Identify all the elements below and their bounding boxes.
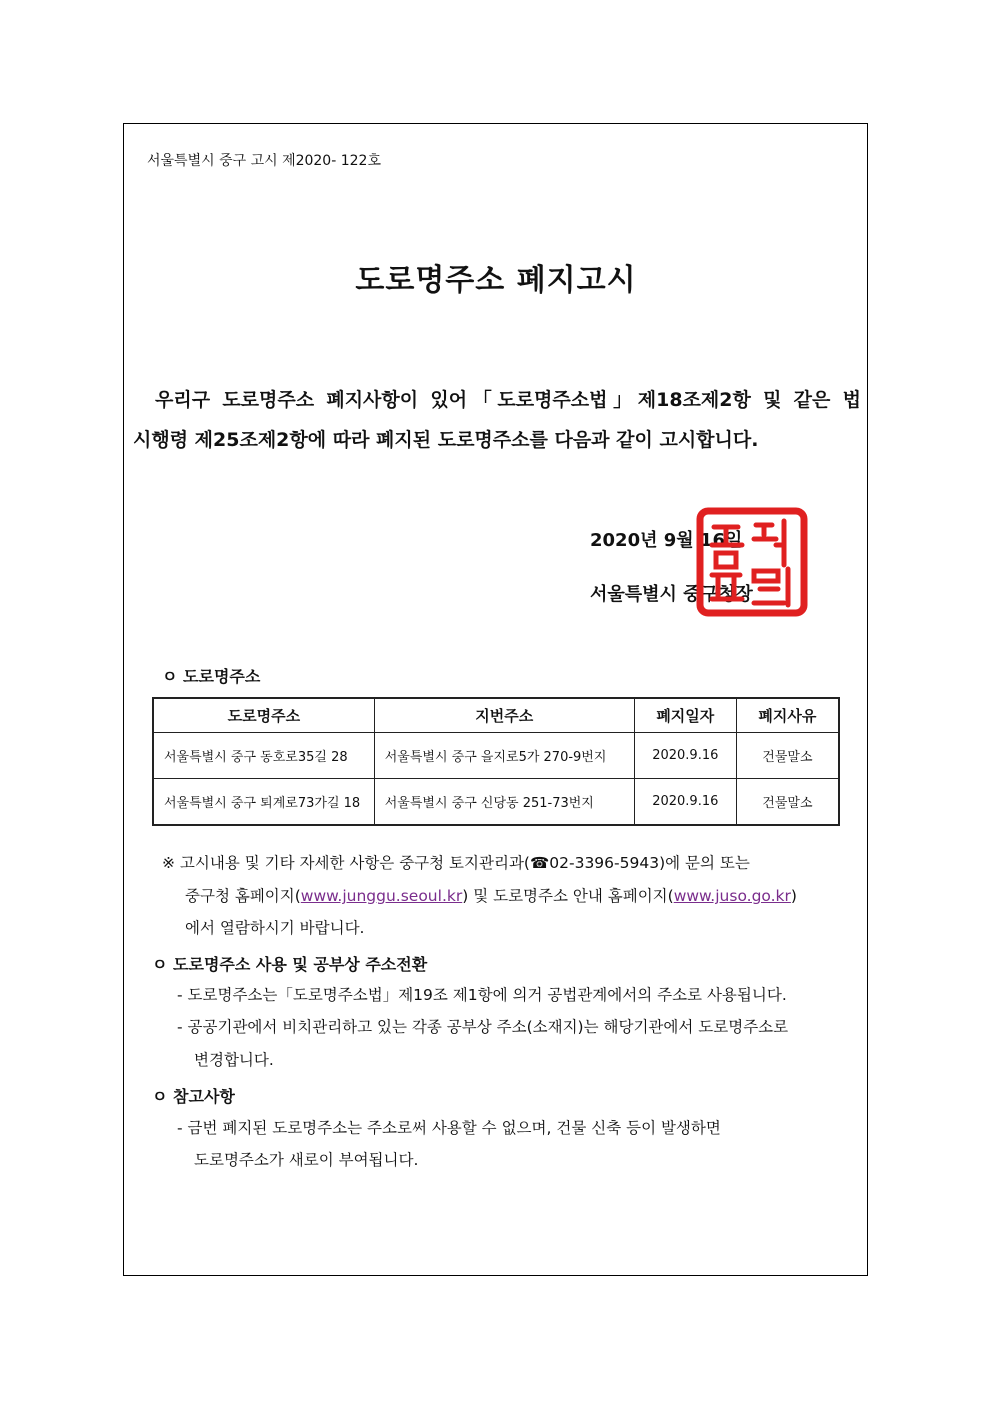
use-item-1: - 도로명주소는「도로명주소법」제19조 제1항에 의거 공법관계에서의 주소로 사용됩니다. — [177, 986, 787, 1004]
intro-line-2: 시행령 제25조제2항에 따라 폐지된 도로명주소를 다음과 같이 고시합니다. — [133, 429, 759, 451]
header-abolish-reason: 폐지사유 — [736, 698, 839, 733]
header-abolish-date: 폐지일자 — [634, 698, 736, 733]
table-row — [153, 779, 839, 826]
cell-lot-address: 서울특별시 중구 신당동 251-73번지 — [374, 779, 634, 826]
note-text: ) 및 도로명주소 안내 홈페이지( — [462, 887, 674, 905]
ref-item-1-line-1: - 금번 폐지된 도로명주소는 주소로써 사용할 수 없으며, 건물 신축 등이 발생하면 — [177, 1119, 721, 1137]
juso-homepage-link[interactable]: www.juso.go.kr — [673, 887, 791, 905]
section-ref-heading: ㅇ 참고사항 — [152, 1087, 235, 1106]
notice-date: 2020년 9월 16일 — [590, 530, 743, 551]
issuer-name: 서울특별시 중구청장 — [590, 584, 753, 605]
junggu-homepage-link[interactable]: www.junggu.seoul.kr — [300, 887, 463, 905]
ref-item-1-line-2: 도로명주소가 새로이 부여됩니다. — [194, 1151, 419, 1169]
cell-abolish-reason: 건물말소 — [736, 733, 839, 779]
note-line-2 — [185, 880, 797, 912]
note-text: 중구청 홈페이지( — [185, 887, 301, 905]
note-line-3: 에서 열람하시기 바랍니다. — [185, 919, 365, 937]
cell-road-address: 서울특별시 중구 동호로35길 28 — [153, 733, 374, 779]
road-address-table — [152, 697, 840, 826]
section-use-heading: ㅇ 도로명주소 사용 및 공부상 주소전환 — [152, 955, 428, 974]
cell-road-address: 서울특별시 중구 퇴계로73가길 18 — [153, 779, 374, 826]
use-item-2-line-2: 변경합니다. — [194, 1051, 274, 1069]
cell-abolish-date: 2020.9.16 — [634, 779, 736, 826]
table-row — [153, 733, 839, 779]
notice-number: 서울특별시 중구 고시 제2020- 122호 — [147, 153, 381, 169]
header-lot-address: 지번주소 — [374, 698, 634, 733]
page-title: 도로명주소 폐지고시 — [355, 263, 637, 298]
use-item-2-line-1: - 공공기관에서 비치관리하고 있는 각종 공부상 주소(소재지)는 해당기관에서 도로명주소로 — [177, 1018, 789, 1036]
intro-line-1: 우리구 도로명주소 폐지사항이 있어「도로명주소법」제18조제2항 및 같은 법 — [155, 389, 861, 411]
cell-abolish-date: 2020.9.16 — [634, 733, 736, 779]
table-header-row — [153, 698, 839, 733]
cell-lot-address: 서울특별시 중구 을지로5가 270-9번지 — [374, 733, 634, 779]
cell-abolish-reason: 건물말소 — [736, 779, 839, 826]
note-line-1: ※ 고시내용 및 기타 자세한 사항은 중구청 토지관리과(☎02-3396-5943)에 문의 또는 — [162, 854, 750, 872]
note-text: ) — [790, 887, 797, 905]
official-seal-icon — [694, 505, 810, 619]
header-road-address: 도로명주소 — [153, 698, 374, 733]
intro-paragraph — [133, 380, 861, 460]
section-road-heading: ㅇ 도로명주소 — [162, 667, 261, 686]
